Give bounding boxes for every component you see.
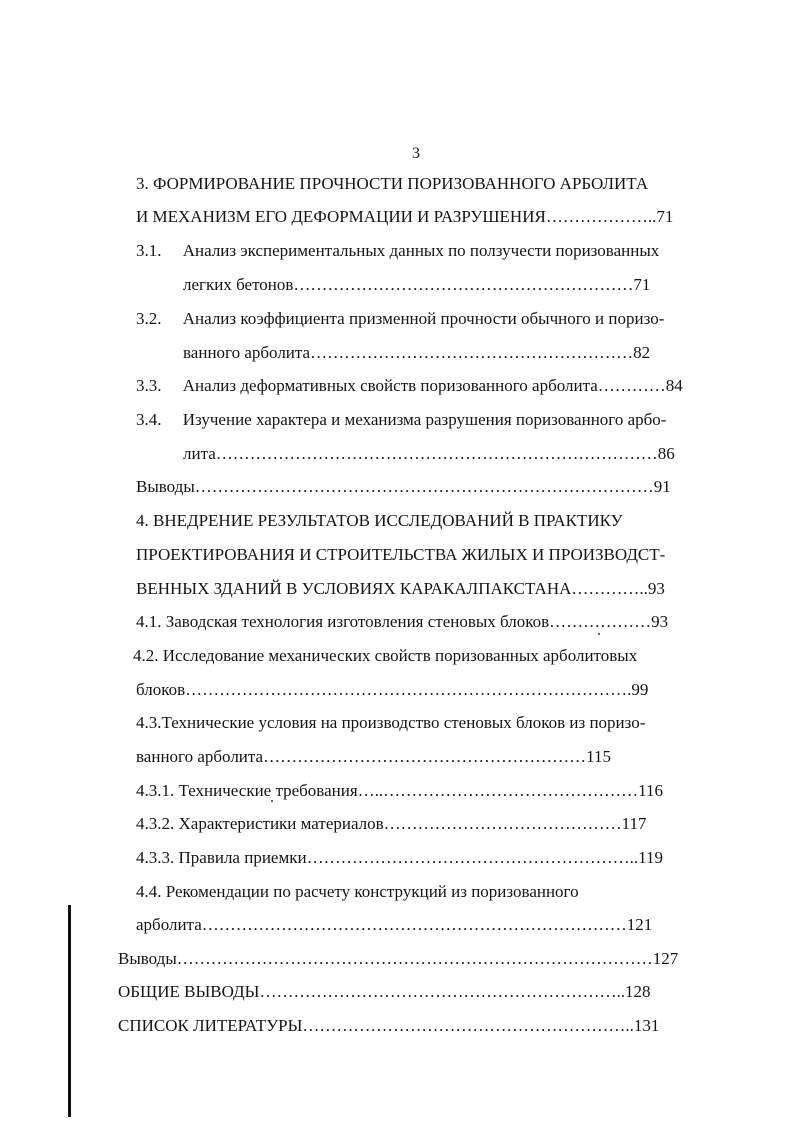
toc-entry-4-3-3: 4.3.3. Правила приемки…………………………………………………..119	[136, 848, 663, 867]
toc-entry-3-1: 3.1. Анализ экспериментальных данных по ползучести поризованных	[136, 241, 660, 260]
toc-entry-conclusions-4: Выводы…………………………………………………………………………127	[118, 949, 679, 968]
toc-entry-4-3-cont: ванного арболита…………………………………………………115	[136, 747, 611, 766]
toc-entry-4-2-cont: блоков…………………………………………………………………….99	[136, 680, 649, 699]
toc-entry-3-4: 3.4. Изучение характера и механизма разрушения поризованного арбо-	[136, 410, 667, 429]
toc-entry-3-1-cont: легких бетонов……………………………………………………71	[183, 275, 651, 294]
scan-speck	[271, 800, 273, 802]
toc-entry-3-2: 3.2. Анализ коэффициента призменной прочности обычного и поризо-	[136, 309, 665, 328]
toc-entry-conclusions-3: Выводы………………………………………………………………………91	[136, 477, 671, 496]
toc-entry-4-4-cont: арболита…………………………………………………………………121	[136, 915, 653, 934]
toc-entry-3-2-cont: ванного арболита…………………………………………………82	[183, 343, 651, 362]
scan-edge-line	[68, 905, 71, 1117]
toc-entry-4-3-1: 4.3.1. Технические требования…..………………………………………116	[136, 781, 664, 800]
toc-heading-chapter-4-cont2: ВЕННЫХ ЗДАНИЙ В УСЛОВИЯХ КАРАКАЛПАКСТАНА…………..93	[136, 579, 665, 598]
toc-entry-3-4-cont: лита……………………………………………………………………86	[183, 444, 675, 463]
toc-entry-4-2: 4.2. Исследование механических свойств поризованных арболитовых	[133, 646, 638, 665]
scan-speck	[598, 633, 600, 635]
toc-entry-3-3: 3.3. Анализ деформативных свойств поризованного арболита…………84	[136, 376, 683, 395]
toc-entry-general-conclusions: ОБЩИЕ ВЫВОДЫ………………………………………………………..128	[118, 982, 651, 1001]
toc-entry-references: СПИСОК ЛИТЕРАТУРЫ…………………………………………………..131	[118, 1016, 660, 1035]
toc-entry-4-3-2: 4.3.2. Характеристики материалов……………………………………117	[136, 814, 647, 833]
toc-heading-chapter-4-cont: ПРОЕКТИРОВАНИЯ И СТРОИТЕЛЬСТВА ЖИЛЫХ И ПРОИЗВОДСТ-	[136, 545, 666, 564]
page-number: 3	[412, 145, 420, 162]
toc-entry-4-1: 4.1. Заводская технология изготовления стеновых блоков………………93	[136, 612, 669, 631]
toc-heading-chapter-4: 4. ВНЕДРЕНИЕ РЕЗУЛЬТАТОВ ИССЛЕДОВАНИЙ В ПРАКТИКУ	[136, 511, 623, 530]
toc-entry-4-4: 4.4. Рекомендации по расчету конструкций из поризованного	[136, 882, 579, 901]
toc-heading-chapter-3: 3. ФОРМИРОВАНИЕ ПРОЧНОСТИ ПОРИЗОВАННОГО АРБОЛИТА	[136, 174, 649, 193]
toc-entry-4-3: 4.3.Технические условия на производство стеновых блоков из поризо-	[136, 713, 646, 732]
toc-heading-chapter-3-cont: И МЕХАНИЗМ ЕГО ДЕФОРМАЦИИ И РАЗРУШЕНИЯ………………..71	[136, 207, 674, 226]
